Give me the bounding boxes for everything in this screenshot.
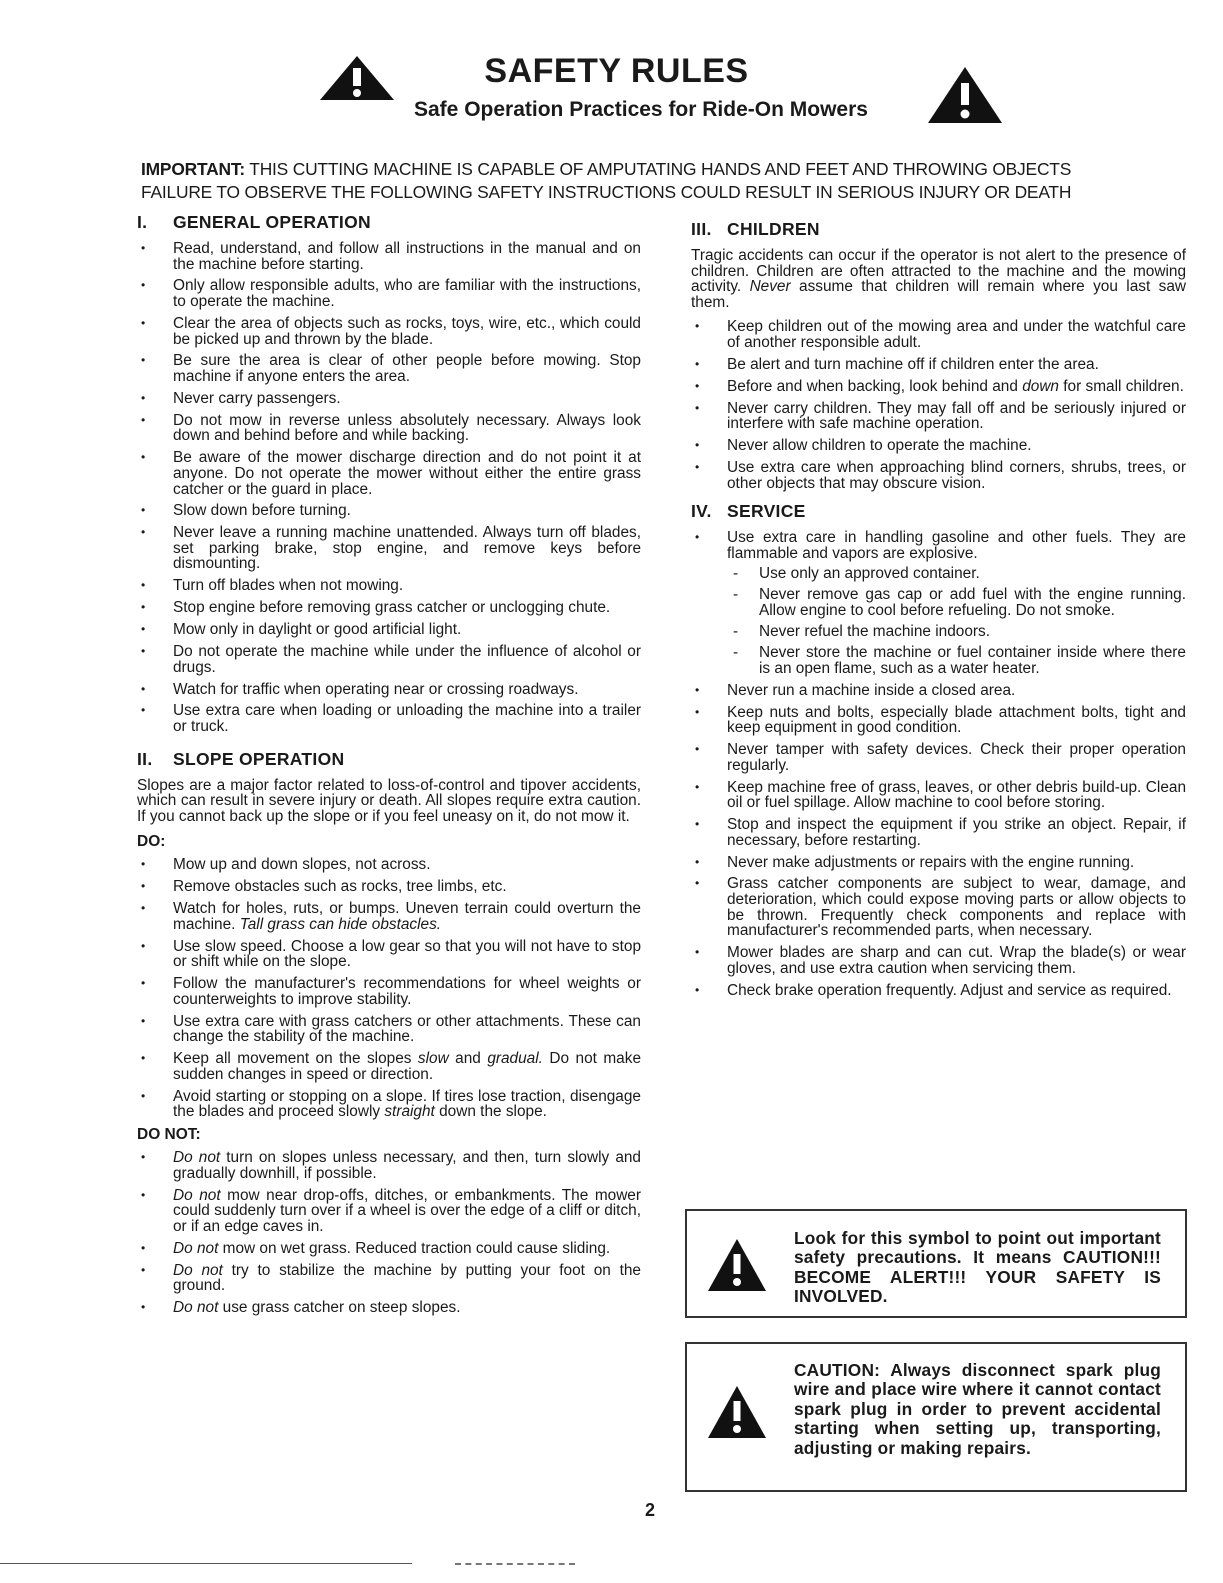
section-title: GENERAL OPERATION — [173, 212, 371, 232]
section-number: II. — [137, 748, 153, 769]
section-children — [691, 219, 1186, 491]
list-item — [137, 976, 641, 1007]
list-item-text: for small children. — [1059, 377, 1184, 395]
list-item-text: Never tamper with safety devices. Check their proper operation regularly. — [727, 741, 1186, 774]
list-item — [691, 945, 1186, 976]
important-notice — [141, 158, 1191, 204]
list-item — [137, 1300, 641, 1316]
list-item-text: Mow up and down slopes, not across. — [173, 856, 431, 874]
list-item-text: Use extra care in handling gasoline and other fuels. They are flammable and vapors are explosive. — [727, 529, 1186, 562]
page-number: 2 — [645, 1500, 656, 1520]
list-item-text: Keep children out of the mowing area and under the watchful care of another responsible adult. — [727, 318, 1186, 351]
section-heading — [137, 212, 641, 232]
children-intro-text: Tragic accidents can occur if the operator is not alert to the presence of children. Children are often attracted to the machine and the mowing activity. — [691, 247, 1186, 296]
list-item — [137, 503, 641, 519]
list-item-text: Never carry passengers. — [173, 389, 341, 407]
section-title: CHILDREN — [727, 219, 820, 239]
fuel-sub-list — [727, 566, 1186, 676]
list-item-text: Never carry children. They may fall off and be seriously injured or interfere with safe machine operation. — [727, 399, 1186, 433]
list-item — [137, 1014, 641, 1045]
list-item-emphasis: Do not — [173, 1149, 221, 1167]
footer-rule-dashed — [455, 1563, 575, 1565]
list-item-text: Never leave a running machine unattended. Always turn off blades, set parking brake, stop engine, and remove keys before dismounting. — [173, 524, 641, 573]
list-item — [691, 401, 1186, 432]
important-label: IMPORTANT: — [141, 159, 245, 179]
list-item-text: Only allow responsible adults, who are familiar with the instructions, to operate the machine. — [173, 277, 641, 311]
list-item — [691, 705, 1186, 736]
list-item-text: Never store the machine or fuel container inside where there is an open flame, such as a water heater. — [759, 644, 1186, 677]
list-item-text: Keep all movement on the slopes — [173, 1050, 418, 1068]
list-item — [137, 316, 641, 347]
left-column — [137, 212, 641, 1326]
list-item-text: Do not make sudden changes in speed or direction. — [173, 1050, 641, 1083]
list-item-text: Be aware of the mower discharge direction and do not point it at anyone. Do not operate the mower without either the entire grass catcher or the guard in place. — [173, 449, 641, 498]
list-item — [691, 876, 1186, 938]
list-item-text: Never remove gas cap or add fuel with the engine running. Allow engine to cool before refueling. Do not smoke. — [759, 586, 1186, 620]
caution-box — [685, 1342, 1187, 1492]
page-title: SAFETY RULES — [484, 52, 749, 90]
list-item — [691, 742, 1186, 773]
list-item-emphasis: Do not — [173, 1239, 219, 1257]
section-number: III. — [691, 219, 712, 239]
list-item-text: Use slow speed. Choose a low gear so that you will not have to stop or shift while on the slope. — [173, 937, 641, 971]
list-item — [137, 939, 641, 970]
list-item — [691, 530, 1186, 676]
list-item — [137, 1150, 641, 1181]
list-item-text: mow on wet grass. Reduced traction could cause sliding. — [218, 1239, 611, 1257]
list-item — [137, 413, 641, 444]
list-item — [137, 1241, 641, 1257]
list-item-emphasis: down — [1022, 377, 1059, 395]
list-item-text: Before and when backing, look behind and — [727, 377, 1023, 395]
list-item — [691, 780, 1186, 811]
list-item-text: Never allow children to operate the machine. — [727, 437, 1032, 455]
list-item-text: Avoid starting or stopping on a slope. If tires lose traction, disengage the blades and proceed slowly — [173, 1087, 641, 1121]
list-item-text: Mower blades are sharp and can cut. Wrap the blade(s) or wear gloves, and use extra caution when servicing them. — [727, 944, 1186, 977]
list-item — [137, 644, 641, 675]
list-item — [691, 983, 1186, 999]
donot-label: DO NOT: — [137, 1126, 201, 1144]
list-item — [137, 525, 641, 572]
list-item-text: mow near drop-offs, ditches, or embankments. The mower could suddenly turn over if a wheel is over the edge of a cliff or ditch, or if an edge caves in. — [173, 1186, 641, 1235]
section-slope-operation — [137, 749, 641, 1316]
list-item — [691, 683, 1186, 699]
list-item — [137, 241, 641, 272]
list-item — [137, 703, 641, 734]
list-item-text: Follow the manufacturer's recommendations for wheel weights or counterweights to improve stability. — [173, 975, 641, 1008]
list-item-text: Be sure the area is clear of other people before mowing. Stop machine if anyone enters the area. — [173, 352, 641, 386]
section-heading — [137, 749, 641, 769]
list-item — [137, 1188, 641, 1235]
service-list — [691, 683, 1186, 998]
list-item — [137, 857, 641, 873]
list-item-text: Never refuel the machine indoors. — [759, 623, 990, 641]
list-item — [137, 901, 641, 932]
warning-triangle-icon — [926, 65, 1004, 125]
list-item — [691, 319, 1186, 350]
list-item — [137, 600, 641, 616]
list-item-text: Turn off blades when not mowing. — [173, 577, 404, 595]
list-item-text: Use only an approved container. — [759, 565, 980, 583]
list-item-text: Stop and inspect the equipment if you strike an object. Repair, if necessary, before restarting. — [727, 816, 1186, 849]
list-item — [727, 566, 1186, 582]
page-subtitle: Safe Operation Practices for Ride-On Mowers — [414, 98, 868, 121]
important-line-1: THIS CUTTING MACHINE IS CAPABLE OF AMPUTATING HANDS AND FEET AND THROWING OBJECTS — [244, 159, 1072, 179]
list-item-emphasis: Do not — [173, 1186, 221, 1204]
list-item-text: down the slope. — [434, 1103, 547, 1121]
list-item-text: Slow down before turning. — [173, 502, 351, 520]
footer-rule — [0, 1563, 412, 1564]
list-item-text: Mow only in daylight or good artificial light. — [173, 621, 462, 639]
section-service — [691, 501, 1186, 998]
list-item — [137, 450, 641, 497]
children-list — [691, 319, 1186, 491]
list-item-text: Watch for holes, ruts, or bumps. Uneven terrain could overturn the machine. — [173, 900, 641, 933]
page-header — [0, 52, 1223, 132]
list-item — [137, 622, 641, 638]
safety-symbol-box — [685, 1209, 1187, 1318]
do-list — [137, 857, 641, 1119]
list-item-text: Watch for traffic when operating near or crossing roadways. — [173, 680, 579, 698]
list-item-text: Stop engine before removing grass catcher or unclogging chute. — [173, 599, 611, 617]
children-intro — [691, 248, 1186, 310]
children-intro-text-end: assume that children will remain where you last saw them. — [691, 278, 1186, 311]
service-first-list — [691, 530, 1186, 676]
list-item-text: try to stabilize the machine by putting your foot on the ground. — [173, 1261, 641, 1295]
children-intro-emphasis: Never — [749, 278, 791, 296]
section-number: IV. — [691, 501, 712, 522]
list-item-text: Never make adjustments or repairs with the engine running. — [727, 853, 1135, 871]
list-item-emphasis: gradual. — [487, 1050, 543, 1068]
list-item-text: Keep machine free of grass, leaves, or other debris build-up. Clean oil or fuel spillage. Allow machine to cool before storing. — [727, 778, 1186, 812]
list-item-emphasis: Tall grass can hide obstacles. — [239, 915, 442, 933]
list-item-text: Be alert and turn machine off if children enter the area. — [727, 355, 1099, 373]
list-item — [691, 855, 1186, 871]
list-item — [137, 391, 641, 407]
list-item — [137, 682, 641, 698]
section-title: SLOPE OPERATION — [173, 748, 345, 769]
list-item-text: Do not mow in reverse unless absolutely necessary. Always look down and behind before and while backing. — [173, 411, 641, 445]
caution-text: CAUTION: Always disconnect spark plug wire and place wire where it cannot contact spark plug in order to prevent accidental starting when setting up, transporting, adjusting or making repairs. — [794, 1360, 1161, 1458]
safety-symbol-text: Look for this symbol to point out important safety precautions. It means CAUTION!!! BECOME ALERT!!! YOUR SAFETY IS INVOLVED. — [794, 1228, 1161, 1307]
list-item-emphasis: straight — [384, 1103, 435, 1121]
list-item-text: Use extra care with grass catchers or other attachments. These can change the stability of the machine. — [173, 1012, 641, 1046]
list-item-text: Check brake operation frequently. Adjust and service as required. — [727, 981, 1172, 999]
list-item — [691, 357, 1186, 373]
list-item-emphasis: Do not — [173, 1261, 223, 1279]
warning-triangle-icon — [706, 1384, 768, 1440]
list-item — [691, 438, 1186, 454]
list-item-text: Clear the area of objects such as rocks, toys, wire, etc., which could be picked up and thrown by the blade. — [173, 314, 641, 348]
list-item — [727, 587, 1186, 618]
list-item — [691, 379, 1186, 395]
list-item-text: Keep nuts and bolts, especially blade attachment bolts, tight and keep equipment in good condition. — [727, 703, 1186, 737]
list-item — [137, 353, 641, 384]
section-heading — [691, 501, 1186, 521]
list-item — [727, 624, 1186, 640]
donot-list — [137, 1150, 641, 1316]
general-list — [137, 241, 641, 735]
slope-intro: Slopes are a major factor related to loss-of-control and tipover accidents, which can result in severe injury or death. All slopes require extra caution. If you cannot back up the slope or if you feel uneasy on it, do not mow it. — [137, 776, 641, 825]
list-item-text: Use extra care when loading or unloading the machine into a trailer or truck. — [173, 702, 641, 735]
section-general-operation — [137, 212, 641, 735]
list-item-emphasis: slow — [417, 1050, 449, 1068]
list-item-text: Use extra care when approaching blind corners, shrubs, trees, or other objects that may obscure vision. — [727, 459, 1186, 492]
section-heading — [691, 219, 1186, 239]
section-title: SERVICE — [727, 501, 806, 522]
warning-triangle-icon — [318, 54, 396, 102]
list-item — [691, 460, 1186, 491]
list-item-text: Grass catcher components are subject to wear, damage, and deterioration, which could expose moving parts or allow objects to be thrown. Frequently check components and replace with manufacturer's recommended parts, when necessary. — [727, 875, 1186, 940]
list-item-text: and — [448, 1050, 488, 1068]
important-line-2: FAILURE TO OBSERVE THE FOLLOWING SAFETY INSTRUCTIONS COULD RESULT IN SERIOUS INJURY OR DEATH — [141, 182, 1072, 202]
list-item — [691, 817, 1186, 848]
list-item-emphasis: Do not — [173, 1299, 219, 1316]
list-item — [137, 1051, 641, 1082]
section-number: I. — [137, 212, 148, 232]
list-item — [137, 278, 641, 309]
list-item — [137, 879, 641, 895]
list-item — [137, 1263, 641, 1294]
right-column — [691, 219, 1186, 1008]
list-item-text: Never run a machine inside a closed area. — [727, 681, 1016, 699]
list-item — [727, 645, 1186, 676]
do-label: DO: — [137, 833, 166, 851]
list-item — [137, 578, 641, 594]
list-item-text: Do not operate the machine while under the influence of alcohol or drugs. — [173, 643, 641, 676]
list-item — [137, 1089, 641, 1120]
list-item-text: Remove obstacles such as rocks, tree limbs, etc. — [173, 878, 507, 896]
list-item-text: Read, understand, and follow all instructions in the manual and on the machine before starting. — [173, 240, 641, 273]
list-item-text: use grass catcher on steep slopes. — [218, 1299, 461, 1316]
warning-triangle-icon — [706, 1237, 768, 1293]
list-item-text: turn on slopes unless necessary, and then, turn slowly and gradually downhill, if possible. — [173, 1149, 641, 1182]
